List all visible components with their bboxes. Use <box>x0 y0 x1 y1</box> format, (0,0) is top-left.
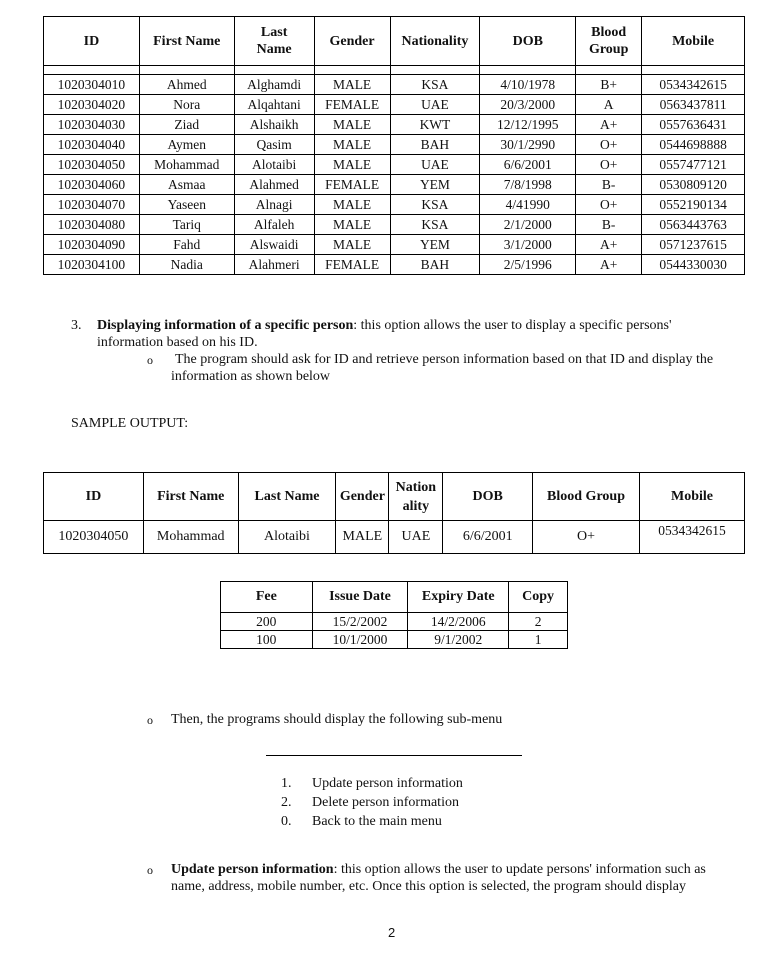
table-cell: Alfaleh <box>234 215 314 235</box>
section3-paragraph <box>97 317 737 351</box>
fee-table <box>220 581 568 649</box>
sample-cell-nationality: UAE <box>389 521 443 554</box>
persons-table <box>43 16 745 275</box>
header-gender: Gender <box>314 17 390 66</box>
table-cell: 0552190134 <box>642 195 745 215</box>
table-cell: Alswaidi <box>234 235 314 255</box>
submenu-num-2: 2. <box>281 795 292 810</box>
fee-cell: 100 <box>221 631 313 649</box>
table-cell: Qasim <box>234 135 314 155</box>
submenu-item-back: Back to the main menu <box>312 814 442 829</box>
fee-header-issue-date: Issue Date <box>312 582 408 613</box>
table-cell: 1020304050 <box>44 155 140 175</box>
table-cell: BAH <box>390 255 480 275</box>
page-number: 2 <box>388 925 396 940</box>
table-cell: 6/6/2001 <box>480 155 576 175</box>
table-cell: 1020304010 <box>44 75 140 95</box>
table-cell: 1020304040 <box>44 135 140 155</box>
table-cell: Ziad <box>139 115 234 135</box>
table-cell: Nadia <box>139 255 234 275</box>
table-cell: BAH <box>390 135 480 155</box>
section3-text: : this option allows the user to display a specific persons' information based on his ID. <box>97 318 672 350</box>
table-cell: 20/3/2000 <box>480 95 576 115</box>
table-cell: Yaseen <box>139 195 234 215</box>
table-row <box>44 115 745 135</box>
table-cell: MALE <box>314 115 390 135</box>
table-cell: 0544698888 <box>642 135 745 155</box>
update-info-paragraph <box>171 861 731 895</box>
table-cell: 30/1/2990 <box>480 135 576 155</box>
table-cell: A <box>576 95 642 115</box>
table-row <box>44 95 745 115</box>
header-dob: DOB <box>480 17 576 66</box>
section3-subtext: The program should ask for ID and retrieve person information based on that ID and display the information as shown below <box>171 352 714 384</box>
table-cell: O+ <box>576 195 642 215</box>
bullet-icon: o <box>147 353 153 367</box>
fee-cell: 2 <box>509 613 568 631</box>
table-cell: 0530809120 <box>642 175 745 195</box>
table-cell: A+ <box>576 255 642 275</box>
table-cell: KSA <box>390 215 480 235</box>
table-cell: 0571237615 <box>642 235 745 255</box>
table-cell: 1020304030 <box>44 115 140 135</box>
table-cell: Tariq <box>139 215 234 235</box>
fee-cell: 10/1/2000 <box>312 631 408 649</box>
table-cell: MALE <box>314 235 390 255</box>
table-cell: 0563443763 <box>642 215 745 235</box>
table-cell: 2/5/1996 <box>480 255 576 275</box>
sample-header-last-name: Last Name <box>238 473 336 521</box>
sample-cell-mobile: 0534342615 <box>640 521 745 554</box>
table-cell: Alshaikh <box>234 115 314 135</box>
table-cell: 4/10/1978 <box>480 75 576 95</box>
table-cell: Alahmed <box>234 175 314 195</box>
table-cell: 1020304020 <box>44 95 140 115</box>
sample-cell-blood-group: O+ <box>533 521 640 554</box>
fee-header-copy: Copy <box>509 582 568 613</box>
table-row <box>44 215 745 235</box>
table-cell: O+ <box>576 135 642 155</box>
table-cell: 1020304060 <box>44 175 140 195</box>
divider-line <box>266 755 522 756</box>
table-cell: FEMALE <box>314 95 390 115</box>
table-row <box>44 135 745 155</box>
sample-cell-gender: MALE <box>336 521 389 554</box>
submenu-num-0: 0. <box>281 814 292 829</box>
table-cell: 1020304090 <box>44 235 140 255</box>
sample-header-nationality: Nationality <box>389 473 443 521</box>
bullet-icon: o <box>147 713 153 727</box>
table-row <box>44 255 745 275</box>
sample-header-mobile: Mobile <box>640 473 745 521</box>
submenu-item-update: Update person information <box>312 776 463 791</box>
table-cell: 3/1/2000 <box>480 235 576 255</box>
sample-header-blood-group: Blood Group <box>533 473 640 521</box>
table-row <box>44 155 745 175</box>
section3-number: 3. <box>71 318 82 333</box>
table-cell: 1020304080 <box>44 215 140 235</box>
table-cell: FEMALE <box>314 255 390 275</box>
persons-table-header <box>44 17 745 66</box>
fee-cell: 14/2/2006 <box>408 613 509 631</box>
sample-cell-id: 1020304050 <box>44 521 144 554</box>
table-cell: Fahd <box>139 235 234 255</box>
sample-cell-last-name: Alotaibi <box>238 521 336 554</box>
update-info-text: : this option allows the user to update persons' information such as name, address, mobile number, etc. Once this option is selected, the program should display <box>171 862 706 894</box>
sample-output-table <box>43 472 745 554</box>
table-cell: Mohammad <box>139 155 234 175</box>
fee-header-fee: Fee <box>221 582 313 613</box>
header-first-name: First Name <box>139 17 234 66</box>
table-cell: Alghamdi <box>234 75 314 95</box>
table-cell: Asmaa <box>139 175 234 195</box>
table-cell: 2/1/2000 <box>480 215 576 235</box>
table-cell: Alnagi <box>234 195 314 215</box>
table-cell: A+ <box>576 115 642 135</box>
sample-table-header <box>44 473 745 521</box>
table-row <box>44 235 745 255</box>
table-cell: KSA <box>390 195 480 215</box>
submenu-num-1: 1. <box>281 776 292 791</box>
table-row <box>44 521 745 554</box>
table-cell: YEM <box>390 175 480 195</box>
table-cell: Ahmed <box>139 75 234 95</box>
table-cell: MALE <box>314 155 390 175</box>
table-cell: MALE <box>314 215 390 235</box>
table-cell: MALE <box>314 75 390 95</box>
table-cell: MALE <box>314 195 390 215</box>
table-cell: 4/41990 <box>480 195 576 215</box>
table-cell: UAE <box>390 155 480 175</box>
table-cell: O+ <box>576 155 642 175</box>
table-cell: 1020304100 <box>44 255 140 275</box>
table-cell: 0563437811 <box>642 95 745 115</box>
table-cell: YEM <box>390 235 480 255</box>
sample-header-gender: Gender <box>336 473 389 521</box>
table-row <box>44 195 745 215</box>
table-cell: A+ <box>576 235 642 255</box>
fee-header-expiry-date: Expiry Date <box>408 582 509 613</box>
table-cell: KWT <box>390 115 480 135</box>
header-nationality: Nationality <box>390 17 480 66</box>
sample-cell-dob: 6/6/2001 <box>443 521 533 554</box>
table-cell: 0557477121 <box>642 155 745 175</box>
header-spacer <box>44 66 745 75</box>
table-cell: 1020304070 <box>44 195 140 215</box>
submenu-intro: Then, the programs should display the following sub-menu <box>171 712 503 727</box>
table-row <box>221 613 568 631</box>
table-row <box>221 631 568 649</box>
header-id: ID <box>44 17 140 66</box>
table-cell: 0534342615 <box>642 75 745 95</box>
table-cell: UAE <box>390 95 480 115</box>
sample-output-label: SAMPLE OUTPUT: <box>71 416 189 431</box>
table-cell: MALE <box>314 135 390 155</box>
header-blood-group: Blood Group <box>576 17 642 66</box>
table-cell: Alahmeri <box>234 255 314 275</box>
section3-title: Displaying information of a specific person <box>97 318 354 333</box>
table-cell: 7/8/1998 <box>480 175 576 195</box>
table-cell: B- <box>576 175 642 195</box>
fee-table-header <box>221 582 568 613</box>
table-cell: B- <box>576 215 642 235</box>
header-mobile: Mobile <box>642 17 745 66</box>
table-cell: Alotaibi <box>234 155 314 175</box>
table-row <box>44 175 745 195</box>
table-cell: Alqahtani <box>234 95 314 115</box>
sample-header-id: ID <box>44 473 144 521</box>
bullet-icon: o <box>147 863 153 877</box>
fee-cell: 15/2/2002 <box>312 613 408 631</box>
sample-header-dob: DOB <box>443 473 533 521</box>
update-info-title: Update person information <box>171 862 334 877</box>
table-cell: FEMALE <box>314 175 390 195</box>
table-cell: 12/12/1995 <box>480 115 576 135</box>
fee-cell: 1 <box>509 631 568 649</box>
header-last-name: Last Name <box>234 17 314 66</box>
table-cell: 0544330030 <box>642 255 745 275</box>
sample-cell-first-name: Mohammad <box>143 521 238 554</box>
table-cell: B+ <box>576 75 642 95</box>
table-cell: KSA <box>390 75 480 95</box>
table-cell: Nora <box>139 95 234 115</box>
table-cell: 0557636431 <box>642 115 745 135</box>
table-row <box>44 75 745 95</box>
sample-header-first-name: First Name <box>143 473 238 521</box>
table-cell: Aymen <box>139 135 234 155</box>
fee-cell: 200 <box>221 613 313 631</box>
submenu-item-delete: Delete person information <box>312 795 459 810</box>
fee-cell: 9/1/2002 <box>408 631 509 649</box>
